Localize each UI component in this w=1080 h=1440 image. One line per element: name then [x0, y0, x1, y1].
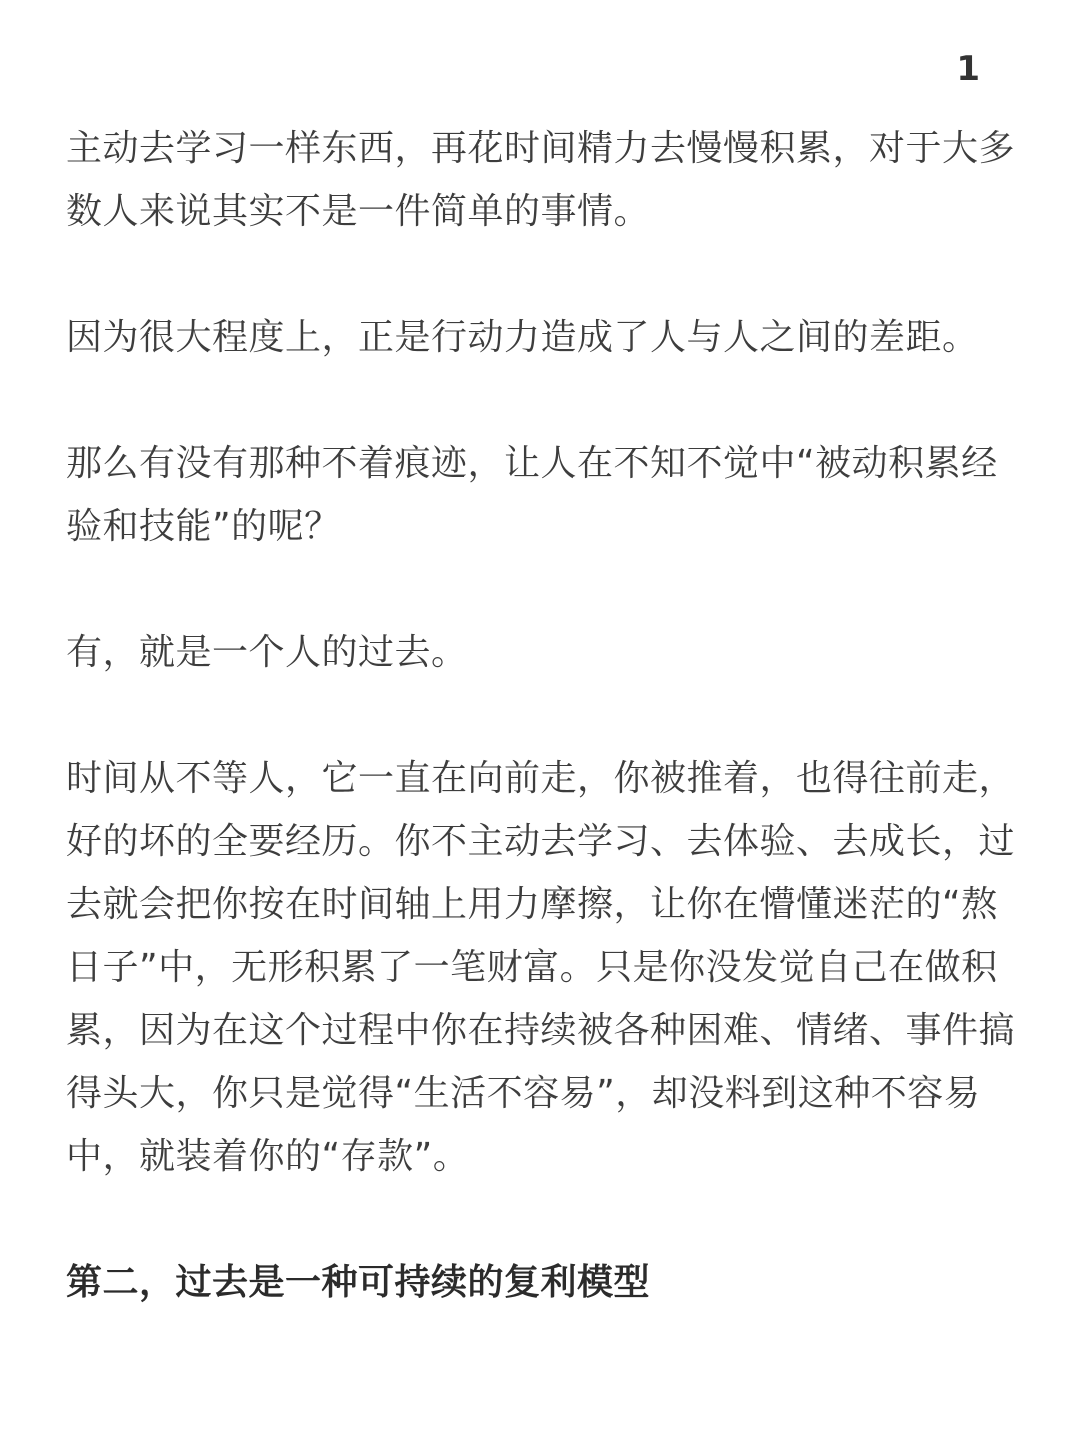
paragraph-2: 因为很大程度上，正是行动力造成了人与人之间的差距。	[66, 317, 979, 358]
paragraph-4: 有，就是一个人的过去。	[66, 632, 468, 673]
paragraph-1: 主动去学习一样东西，再花时间精力去慢慢积累，对于大多数人来说其实不是一件简单的事情。	[66, 128, 1016, 232]
paragraph-5: 时间从不等人，它一直在向前走，你被推着，也得往前走，好的坏的全要经历。你不主动去学习、去体验、去成长，过去就会把你按在时间轴上用力摩擦，让你在懵懂迷茫的“熬日子”中，无形积累了一笔财富。只是你没发觉自己在做积累，因为在这个过程中你在持续被各种困难、情绪、事件搞得头大，你只是觉得“生活不容易”，却没料到这种不容易中，就装着你的“存款”。	[66, 758, 1016, 1177]
paragraph-3: 那么有没有那种不着痕迹，让人在不知不觉中“被动积累经验和技能”的呢？	[66, 443, 998, 547]
page-number: 1	[956, 49, 980, 89]
section-heading: 第二，过去是一种可持续的复利模型	[66, 1262, 651, 1303]
article-body	[66, 117, 1026, 1314]
